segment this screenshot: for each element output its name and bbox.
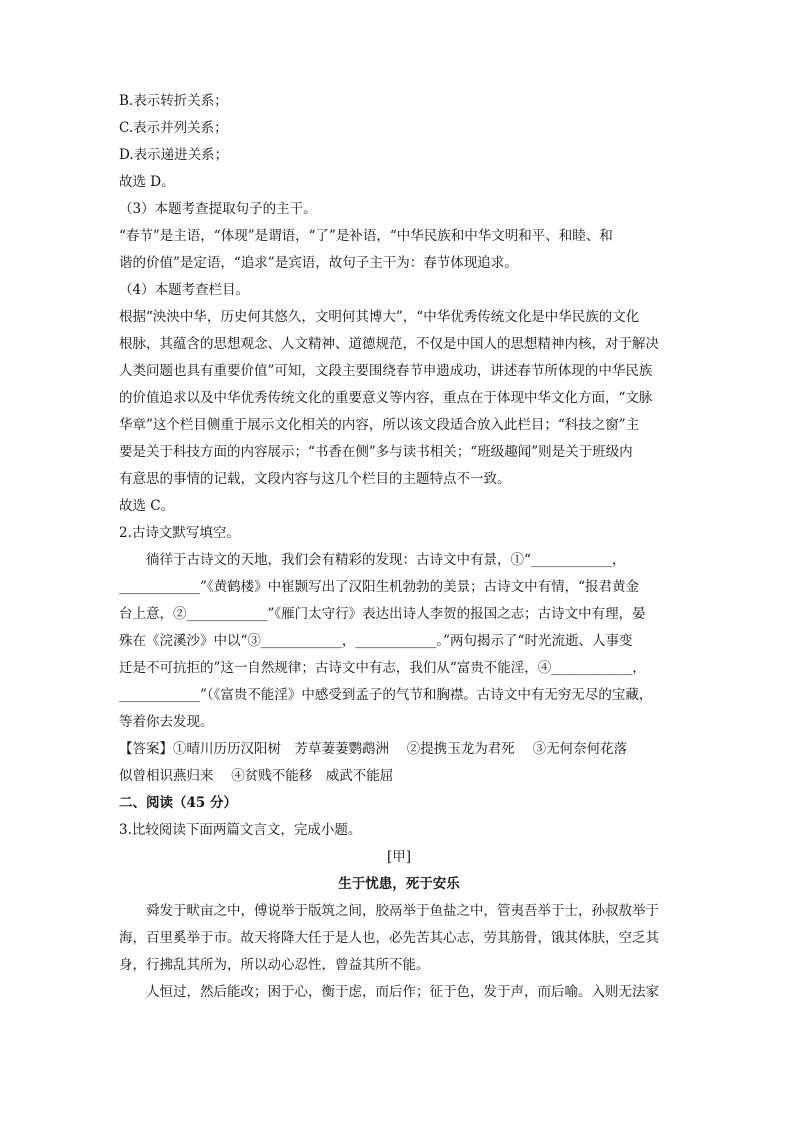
- q4-analysis-line: 有意思的事情的记载，文段内容与这几个栏目的主题特点不一致。: [119, 471, 511, 487]
- q3-analysis-line: 谐的价值”是定语，“追求”是宾语，故句子主干为：春节体现追求。: [119, 255, 518, 271]
- answer-c: 故选 C。: [119, 498, 175, 514]
- question-2-title: 2.古诗文默写填空。: [119, 525, 240, 541]
- question-2-text: 台上意，②____________”《雁门太守行》表达出诗人李贺的报国之志；古诗文中有理，晏: [119, 606, 646, 622]
- question-2-text: ____________”《黄鹤楼》中崔颢写出了汉阳生机勃勃的美景；古诗文中有情，“报君黄金: [119, 579, 640, 595]
- section-heading: 二、阅读（45 分）: [119, 795, 237, 811]
- option-c: C.表示并列关系；: [119, 120, 228, 136]
- q4-analysis-heading: （4）本题考查栏目。: [119, 282, 250, 298]
- q3-analysis-line: “春节”是主语，“体现”是谓语，“了”是补语，“中华民族和中华文明和平、和睦、和: [119, 228, 613, 244]
- passage-line: 人恒过，然后能改；困于心，衡于虑，而后作；征于色，发于声，而后喻。入则无法家: [146, 984, 659, 1000]
- question-2-text: 迁是不可抗拒的”这一自然规律；古诗文中有志，我们从“富贵不能淫，④____________，: [119, 660, 646, 676]
- q4-analysis-line: 华章”这个栏目侧重于展示文化相关的内容，所以该文段适合放入此栏目；“科技之窗”主: [119, 417, 640, 433]
- passage-title: 生于忧患，死于安乐: [338, 876, 460, 892]
- option-b: B.表示转折关系；: [119, 93, 228, 109]
- question-2-answer: 似曾相识燕归来 ④贫贱不能移 威武不能屈: [119, 768, 394, 784]
- passage-label: [甲]: [386, 849, 412, 865]
- q4-analysis-line: 的价值追求以及中华优秀传统文化的重要意义等内容，重点在于体现中华文化方面，“文脉: [119, 390, 653, 406]
- q4-analysis-line: 根据“泱泱中华，历史何其悠久，文明何其博大”，“中华优秀传统文化是中华民族的文化: [119, 309, 640, 325]
- q3-analysis-heading: （3）本题考查提取句子的主干。: [119, 201, 317, 217]
- q4-analysis-line: 人类问题也具有重要价值”可知，文段主要围绕春节申遗成功，讲述春节所体现的中华民族: [119, 363, 653, 379]
- question-3-title: 3.比较阅读下面两篇文言文，完成小题。: [119, 822, 362, 838]
- document-page: [119, 88, 679, 1006]
- question-2-text: 徜徉于古诗文的天地，我们会有精彩的发现：古诗文中有景，①“____________，: [146, 552, 626, 568]
- question-2-text: ____________”（《富贵不能淫》中感受到孟子的气节和胸襟。古诗文中有无穷无尽的宝藏，: [119, 687, 653, 703]
- q4-analysis-line: 要是关于科技方面的内容展示；“书香在侧”多与读书相关；“班级趣闻”则是关于班级内: [119, 444, 633, 460]
- answer-d: 故选 D。: [119, 174, 175, 190]
- passage-line: 舜发于畎亩之中，傅说举于版筑之间，胶鬲举于鱼盐之中，管夷吾举于士，孙叔敖举于: [146, 903, 659, 919]
- option-d: D.表示递进关系；: [119, 147, 229, 163]
- passage-line: 身，行拂乱其所为，所以动心忍性，曾益其所不能。: [119, 957, 430, 973]
- passage-line: 海，百里奚举于市。故天将降大任于是人也，必先苦其心志，劳其筋骨，饿其体肤，空乏其: [119, 930, 659, 946]
- question-2-answer: 【答案】①晴川历历汉阳树 芳草萋萋鹦鹉洲 ②提携玉龙为君死 ③无何奈何花落: [119, 741, 628, 757]
- q4-analysis-line: 根脉，其蕴含的思想观念、人文精神、道德规范，不仅是中国人的思想精神内核，对于解决: [119, 336, 659, 352]
- question-2-text: 等着你去发现。: [119, 714, 214, 730]
- question-2-text: 殊在《浣溪沙》中以“③____________，____________。”两句揭示了“时光流逝、人事变: [119, 633, 633, 649]
